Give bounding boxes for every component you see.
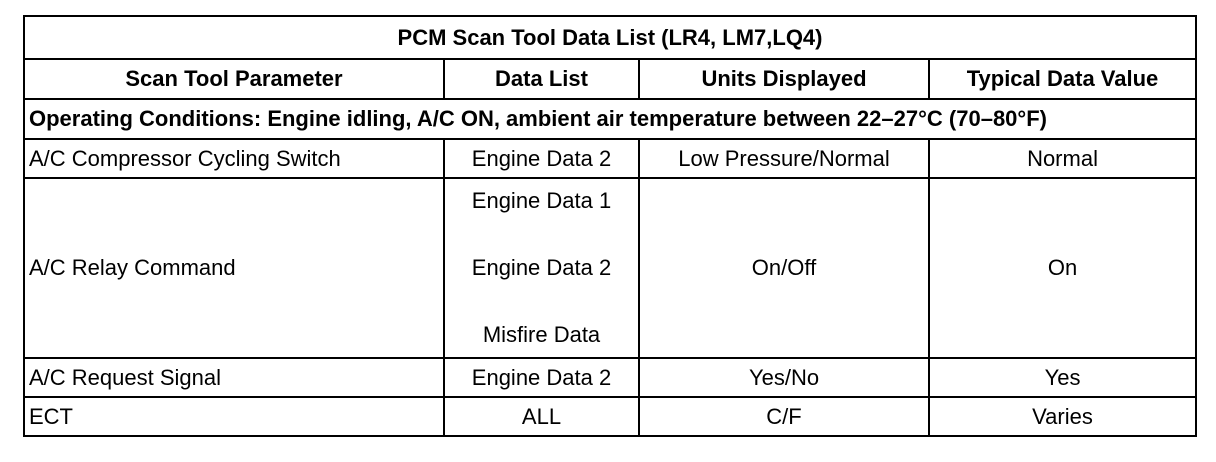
table-row (24, 139, 1196, 178)
units-cell: C/F (639, 397, 929, 436)
typical-value-cell: Normal (929, 139, 1196, 178)
parameter-cell: A/C Relay Command (24, 178, 444, 358)
typical-value-cell: Yes (929, 358, 1196, 397)
parameter-cell: ECT (24, 397, 444, 436)
units-cell: On/Off (639, 178, 929, 358)
data-list-entry: Engine Data 1 (471, 188, 612, 213)
data-list-cell: ALL (444, 397, 639, 436)
table-title-row (24, 16, 1196, 59)
scan-tool-data-table (23, 15, 1197, 437)
table-title: PCM Scan Tool Data List (LR4, LM7,LQ4) (24, 16, 1196, 59)
header-data-list: Data List (444, 59, 639, 99)
table-row (24, 178, 1196, 358)
parameter-cell: A/C Compressor Cycling Switch (24, 139, 444, 178)
typical-value-cell: On (929, 178, 1196, 358)
data-list-entry: Engine Data 2 (471, 255, 612, 280)
table-header-row (24, 59, 1196, 99)
units-cell: Yes/No (639, 358, 929, 397)
header-scan-tool-parameter: Scan Tool Parameter (24, 59, 444, 99)
operating-conditions-row (24, 99, 1196, 139)
typical-value-cell: Varies (929, 397, 1196, 436)
data-list-cell: Engine Data 2 (444, 139, 639, 178)
operating-conditions: Operating Conditions: Engine idling, A/C ON, ambient air temperature between 22–27°C (70–80°F) (24, 99, 1196, 139)
table-row (24, 358, 1196, 397)
data-list-entry: Misfire Data (482, 322, 601, 347)
data-list-cell (444, 178, 639, 358)
header-typical-data-value: Typical Data Value (929, 59, 1196, 99)
header-units-displayed: Units Displayed (639, 59, 929, 99)
parameter-cell: A/C Request Signal (24, 358, 444, 397)
data-list-cell: Engine Data 2 (444, 358, 639, 397)
units-cell: Low Pressure/Normal (639, 139, 929, 178)
table-row (24, 397, 1196, 436)
